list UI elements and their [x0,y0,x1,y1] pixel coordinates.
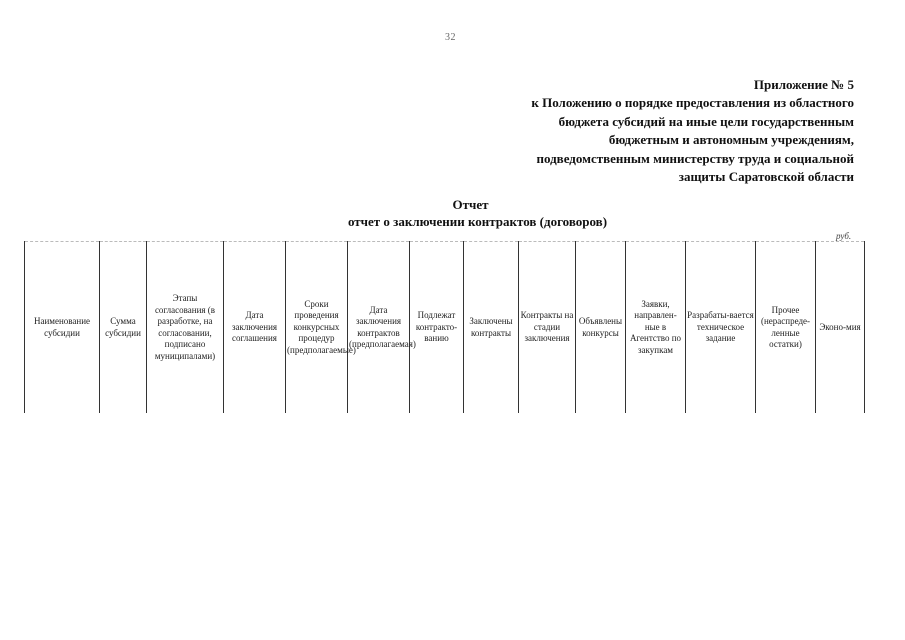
header-cell: Объявлены конкурсы [576,242,626,414]
appendix-line: к Положению о порядке предоставления из областного [531,95,854,111]
appendix-line: Приложение № 5 [753,77,854,92]
header-cell: Сроки проведения конкурсных процедур (предполагаемые) [286,242,348,414]
header-cell: Прочее (нераспреде-ленные остатки) [756,242,816,414]
header-cell: Сумма субсидии [100,242,147,414]
header-cell: Этапы согласования (в разработке, на согласовании, подписано муниципалами) [147,242,224,414]
contracts-table [24,241,865,413]
header-cell: Разрабаты-вается техническое задание [686,242,756,414]
appendix-line: бюджетным и автономным учреждениям, [608,132,854,148]
appendix-line: бюджета субсидий на иные цели государственным [558,113,854,129]
report-table [24,241,864,413]
header-cell: Заключены контракты [464,242,519,414]
header-cell: Дата заключения контрактов (предполагаемая) [348,242,410,414]
appendix-line: защиты Саратовской области [678,169,854,185]
table-header-row [25,242,865,414]
header-cell: Наименование субсидии [25,242,100,414]
header-cell: Контракты на стадии заключения [519,242,576,414]
report-title-text: Отчет [452,197,489,212]
page-number: 32 [445,32,456,43]
appendix-header [434,76,854,186]
appendix-line: подведомственным министерству труда и социальной [536,150,854,166]
report-subtitle-text: отчет о заключении контрактов (договоров) [347,214,608,229]
report-subtitle [0,214,905,230]
report-title [0,197,905,213]
header-cell: Эконо-мия [816,242,865,414]
currency-unit: руб. [836,231,852,241]
header-cell: Дата заключения соглашения [224,242,286,414]
header-cell: Заявки, направлен-ные в Агентство по закупкам [626,242,686,414]
header-cell: Подлежат контракто-ванию [410,242,464,414]
